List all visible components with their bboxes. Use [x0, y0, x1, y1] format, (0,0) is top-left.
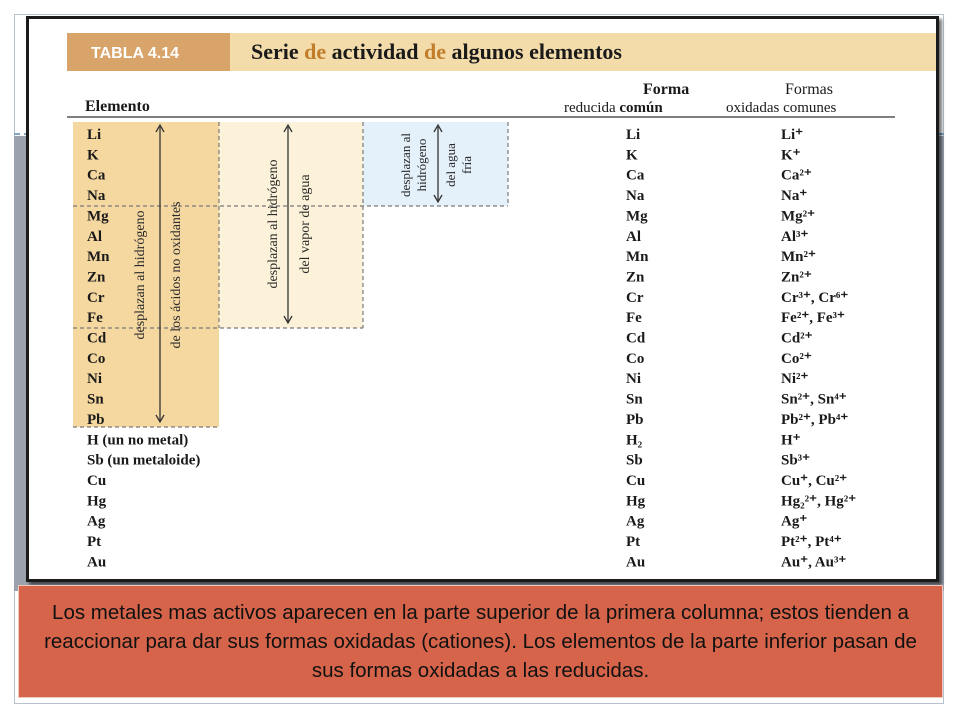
row-forma-reducida: Fe: [626, 310, 642, 327]
row-forma-reducida: Mg: [626, 208, 648, 225]
row-formas-oxidadas: Cu⁺, Cu²⁺: [781, 472, 848, 489]
title-word: de: [423, 39, 452, 64]
row-elemento: Zn: [87, 269, 106, 286]
row-formas-oxidadas: Ni²⁺: [781, 371, 809, 388]
row-elemento: Ag: [87, 513, 106, 530]
row-formas-oxidadas: Hg₂²⁺, Hg²⁺: [781, 493, 857, 510]
row-elemento: Hg: [87, 493, 107, 510]
title-word: algunos: [451, 39, 530, 64]
row-forma-reducida: Al: [626, 228, 641, 245]
row-forma-reducida: Li: [626, 127, 641, 143]
table-label: TABLA 4.14: [91, 45, 180, 62]
row-elemento: Sn: [87, 391, 104, 408]
row-formas-oxidadas: Ag⁺: [781, 513, 808, 530]
row-formas-oxidadas: Au⁺, Au³⁺: [781, 554, 847, 571]
row-formas-oxidadas: Mg²⁺: [781, 208, 816, 225]
title-word: elementos: [529, 39, 622, 64]
cold-label-line2: hidrógeno: [414, 138, 429, 192]
row-formas-oxidadas: K⁺: [781, 147, 801, 164]
row-elemento: Li: [87, 127, 102, 143]
header-forma-line2: [564, 100, 663, 116]
steam-label-line1: desplazan al hidrógeno: [266, 159, 281, 289]
row-forma-reducida: Sb: [626, 452, 643, 469]
row-formas-oxidadas: Cd²⁺: [781, 330, 813, 347]
row-formas-oxidadas: Cr³⁺, Cr⁶⁺: [781, 289, 849, 306]
row-formas-oxidadas: H⁺: [781, 432, 801, 449]
row-elemento: K: [87, 147, 99, 164]
row-formas-oxidadas: Mn²⁺: [781, 249, 816, 266]
row-formas-oxidadas: Li⁺: [781, 127, 804, 143]
row-elemento: Mn: [87, 249, 110, 266]
activity-series-table: [29, 19, 936, 579]
row-forma-reducida: Co: [626, 350, 645, 367]
cold-label-line1: desplazan al: [398, 133, 413, 197]
row-elemento: Cu: [87, 472, 107, 489]
row-formas-oxidadas: Co²⁺: [781, 350, 812, 367]
row-forma-reducida: Ag: [626, 513, 645, 530]
row-formas-oxidadas: Ca²⁺: [781, 167, 812, 184]
row-forma-reducida: H₂: [626, 432, 643, 449]
row-elemento: Ca: [87, 167, 106, 184]
row-elemento: Pt: [87, 534, 102, 550]
row-elemento: Sb (un metaloide): [87, 452, 201, 469]
title-word: de: [304, 39, 332, 64]
acid-label-line1: desplazan al hidrógeno: [133, 210, 148, 340]
caption-box: [18, 585, 943, 698]
acid-label-line2: de los ácidos no oxidantes: [169, 201, 184, 349]
row-elemento: Cd: [87, 330, 107, 347]
header-formas-line1: Formas: [785, 81, 833, 98]
row-forma-reducida: Cu: [626, 472, 646, 489]
row-formas-oxidadas: Sb³⁺: [781, 452, 811, 469]
row-elemento: Na: [87, 188, 106, 205]
row-forma-reducida: Na: [626, 188, 645, 205]
cold-water-group-column: [363, 122, 508, 206]
header-forma-line2-a: reducida: [564, 100, 620, 116]
row-elemento: Cr: [87, 289, 105, 306]
header-forma-line1: Forma: [643, 81, 690, 98]
row-forma-reducida: Hg: [626, 493, 646, 510]
row-formas-oxidadas: Fe²⁺, Fe³⁺: [781, 310, 845, 327]
cold-label-line4: fría: [459, 155, 474, 175]
row-forma-reducida: Au: [626, 554, 646, 571]
row-forma-reducida: Cr: [626, 289, 644, 306]
row-forma-reducida: Pb: [626, 411, 644, 428]
row-forma-reducida: Ni: [626, 371, 641, 388]
row-elemento: Fe: [87, 310, 103, 327]
steam-label-line2: del vapor de agua: [298, 174, 313, 274]
row-forma-reducida: Zn: [626, 269, 645, 286]
title-word: Serie: [251, 39, 305, 64]
row-elemento: Au: [87, 554, 107, 571]
row-forma-reducida: Mn: [626, 249, 649, 266]
row-formas-oxidadas: Pb²⁺, Pb⁴⁺: [781, 411, 849, 428]
row-forma-reducida: K: [626, 147, 638, 164]
row-formas-oxidadas: Zn²⁺: [781, 269, 812, 286]
row-formas-oxidadas: Pt²⁺, Pt⁴⁺: [781, 534, 842, 550]
row-forma-reducida: Pt: [626, 534, 641, 550]
header-elemento: Elemento: [85, 98, 150, 115]
row-elemento: Ni: [87, 371, 102, 388]
row-elemento: Mg: [87, 208, 109, 225]
row-elemento: H (un no metal): [87, 432, 189, 449]
row-elemento: Co: [87, 350, 106, 367]
row-elemento: Al: [87, 228, 102, 245]
row-elemento: Pb: [87, 411, 105, 428]
row-forma-reducida: Ca: [626, 167, 645, 184]
steam-group-column: [219, 122, 363, 328]
header-formas-line2: oxidadas comunes: [726, 100, 837, 116]
row-formas-oxidadas: Na⁺: [781, 188, 808, 205]
table-title: [251, 39, 622, 64]
row-formas-oxidadas: Al³⁺: [781, 228, 809, 245]
activity-series-figure: [26, 16, 939, 582]
title-word: actividad: [331, 39, 424, 64]
row-formas-oxidadas: Sn²⁺, Sn⁴⁺: [781, 391, 847, 408]
caption-text: Los metales mas activos aparecen en la parte superior de la primera columna; estos tienden a reaccionar para dar sus formas oxidadas (cationes). Los elementos de la parte inferior pasan de sus formas oxidadas a las reducidas.: [44, 601, 917, 682]
row-forma-reducida: Sn: [626, 391, 643, 408]
cold-label-line3: del agua: [443, 143, 458, 187]
header-forma-line2-b: común: [619, 100, 663, 116]
row-forma-reducida: Cd: [626, 330, 646, 347]
